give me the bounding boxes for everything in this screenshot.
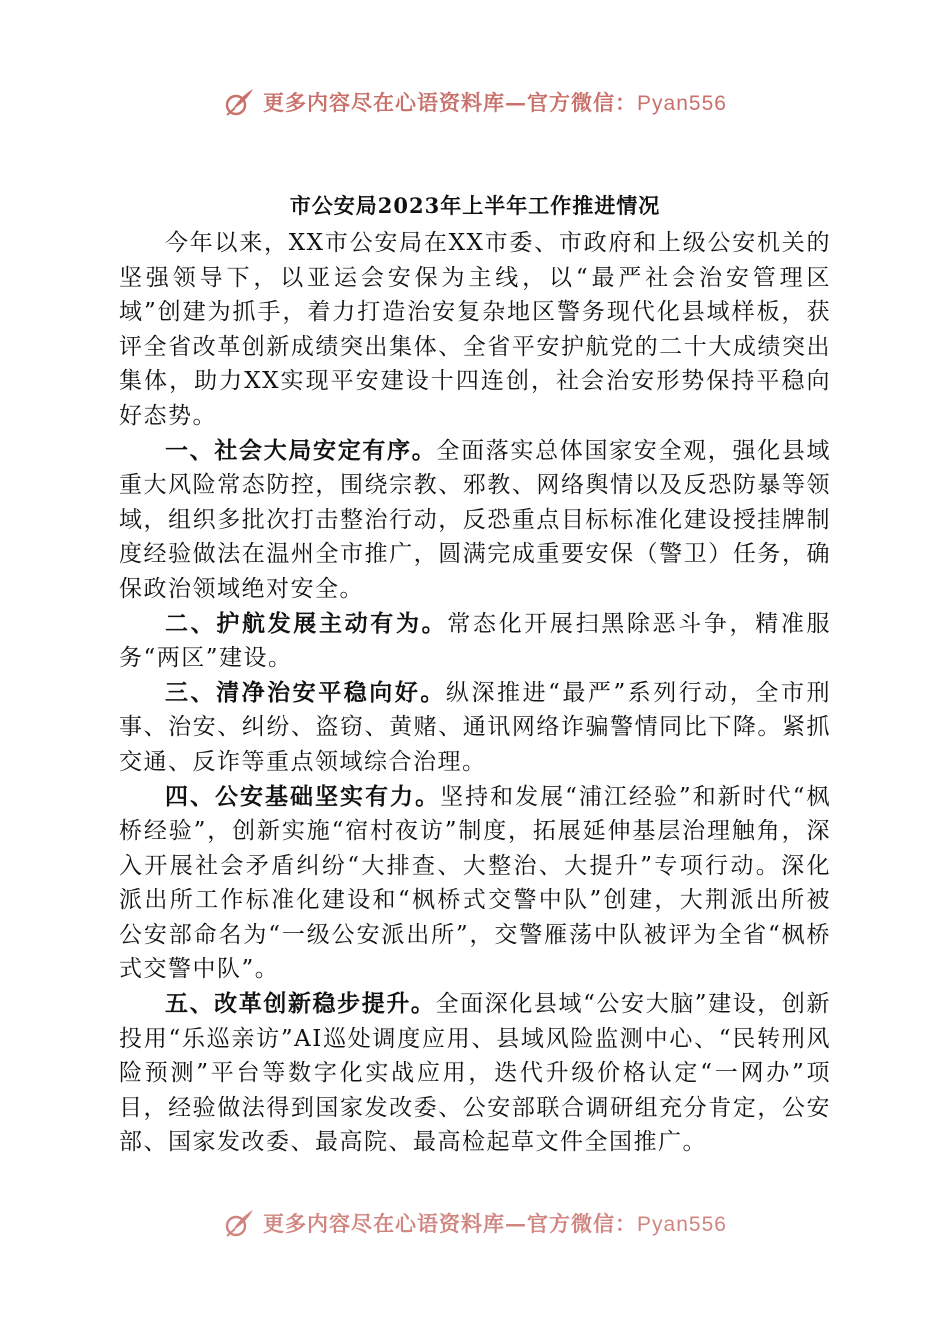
section-body: 全面落实总体国家安全观，强化县域重大风险常态防控，围绕宗教、邪教、网络舆情以及反恐防暴等领域，组织多批次打击整治行动，反恐重点目标标准化建设授挂牌制度经验做法在温州全市推广，圆满完成重要安保（警卫）任务，确保政治领域绝对安全。: [119, 437, 832, 602]
quill-logo-icon: [223, 86, 255, 118]
watermark-label: 更多内容尽在心语资料库—官方微信：: [263, 1211, 638, 1236]
footer-watermark: [0, 1203, 950, 1243]
intro-paragraph: 今年以来，XX市公安局在XX市委、市政府和上级公安机关的坚强领导下，以亚运会安保为主线，以“最严社会治安管理区域”创建为抓手，着力打造治安复杂地区警务现代化县域样板，获评全省改革创新成绩突出集体、全省平安护航党的二十大成绩突出集体，助力XX实现平安建设十四连创，社会治安形势保持平稳向好态势。: [119, 230, 831, 429]
header-watermark: [0, 82, 950, 122]
section-heading: 四、公安基础坚实有力。: [165, 783, 441, 810]
document-title: 市公安局2023年上半年工作推进情况: [289, 193, 661, 218]
section-heading: 五、改革创新稳步提升。: [165, 991, 436, 1018]
watermark-label: 更多内容尽在心语资料库—官方微信：: [263, 90, 638, 115]
section-body: 坚持和发展“浦江经验”和新时代“枫桥经验”，创新实施“宿村夜访”制度，拓展延伸基层治理触角，深入开展社会矛盾纠纷“大排查、大整治、大提升”专项行动。深化派出所工作标准化建设和“枫桥式交警中队”创建，大荆派出所被公安部命名为“一级公安派出所”，交警雁荡中队被评为全省“枫桥式交警中队”。: [119, 783, 831, 983]
section-heading: 三、清净治安平稳向好。: [165, 679, 446, 706]
section-paragraph: [119, 987, 831, 1160]
section-heading: 二、护航发展主动有为。: [165, 610, 448, 637]
section-paragraph: [119, 676, 831, 780]
watermark-handle: Pyan556: [637, 1213, 727, 1236]
section-paragraph: [119, 780, 831, 988]
watermark-text: [263, 87, 727, 117]
section-paragraph: [119, 434, 831, 607]
section-heading: 一、社会大局安定有序。: [165, 437, 437, 464]
section-body: 全面深化县域“公安大脑”建设，创新投用“乐巡亲访”AI巡处调度应用、县域风险监测中心、“民转刑风险预测”平台等数字化实战应用，迭代升级价格认定“一网办”项目，经验做法得到国家发改委、公安部联合调研组充分肯定，公安部、国家发改委、最高院、最高检起草文件全国推广。: [119, 991, 831, 1156]
watermark-handle: Pyan556: [637, 92, 727, 115]
quill-logo-icon: [223, 1207, 255, 1239]
watermark-text: [263, 1208, 727, 1238]
section-paragraph: [119, 607, 831, 676]
section-body: 纵深推进“最严”系列行动，全市刑事、治安、纠纷、盗窃、黄赌、通讯网络诈骗警情同比下降。紧抓交通、反诈等重点领域综合治理。: [119, 679, 831, 775]
document-body: [119, 188, 831, 1160]
section-body: 常态化开展扫黑除恶斗争，精准服务“两区”建设。: [119, 610, 832, 672]
